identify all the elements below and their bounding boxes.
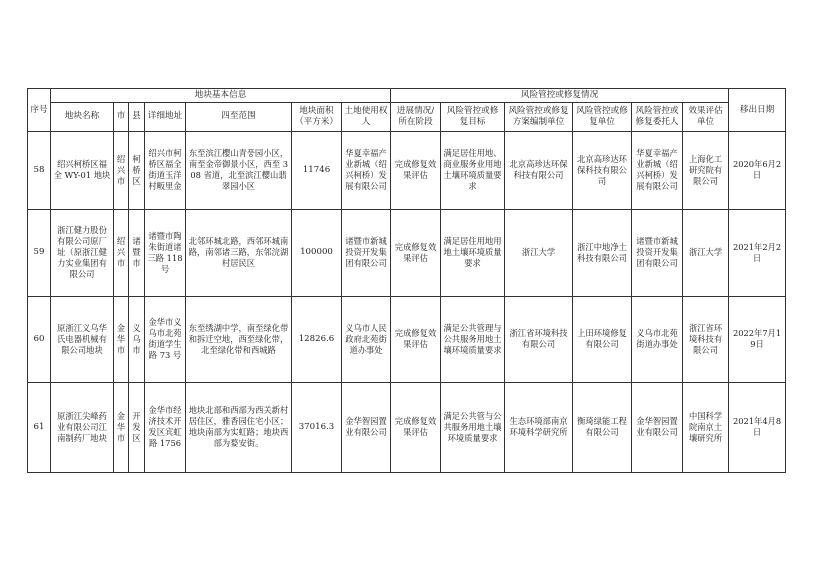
cell-stage: 完成修复效果评估	[391, 382, 441, 472]
col-header-address: 详细地址	[145, 102, 186, 131]
table-row	[28, 209, 786, 296]
col-header-plan-unit: 风险管控或修复方案编制单位	[505, 102, 573, 131]
cell-date: 2021年4月8日	[729, 382, 786, 472]
cell-seq: 59	[28, 209, 51, 296]
cell-county: 诸暨市	[129, 209, 145, 296]
col-header-eval-unit: 效果评估单位	[683, 102, 729, 131]
cell-range: 地块北部和西部为西关新村居住区，雅香园住宅小区；地块南部为实虹路；地块西部为婺安街。	[186, 382, 292, 472]
cell-owner: 金华智园置业有限公司	[342, 382, 391, 472]
cell-eval-unit: 上海化工研究院有限公司	[683, 131, 729, 209]
cell-owner: 诸暨市新城投资开发集团有限公司	[342, 209, 391, 296]
col-header-area: 地块面积（平方米）	[292, 102, 342, 131]
cell-client: 华夏幸福产业新城（绍兴柯桥）发展有限公司	[632, 131, 683, 209]
cell-goal: 满足公共管理与公共服务用地土壤环境质量要求	[441, 296, 505, 382]
cell-range: 东至滨江樱山青풍园小区，南至金帝御景小区，西至 308 省道，北至滨江樱山翡翠园小区	[186, 131, 292, 209]
cell-eval-unit: 浙江省环境科技有限公司	[683, 296, 729, 382]
remediation-table	[27, 88, 786, 473]
col-header-goal: 风险管控或修复目标	[441, 102, 505, 131]
cell-area: 11746	[292, 131, 342, 209]
cell-date: 2022年7月19日	[729, 296, 786, 382]
cell-client: 义乌市北苑街道办事处	[632, 296, 683, 382]
table-row	[28, 382, 786, 472]
col-header-client: 风险管控或修复委托人	[632, 102, 683, 131]
col-header-city: 市	[114, 102, 129, 131]
cell-eval-unit: 浙江大学	[683, 209, 729, 296]
cell-plan-unit: 浙江大学	[505, 209, 573, 296]
cell-seq: 60	[28, 296, 51, 382]
cell-plan-unit: 北京高珍达环保科技有限公司	[505, 131, 573, 209]
header-column-row	[28, 102, 786, 131]
cell-plan-unit: 浙江省环境科技有限公司	[505, 296, 573, 382]
cell-repair-unit: 上田环境修复有限公司	[573, 296, 632, 382]
cell-stage: 完成修复效果评估	[391, 296, 441, 382]
cell-county: 柯桥区	[129, 131, 145, 209]
cell-client: 金华智园置业有限公司	[632, 382, 683, 472]
cell-city: 金华市	[114, 296, 129, 382]
cell-name: 原浙江义乌华氏电器机械有限公司地块	[51, 296, 114, 382]
data-table-container	[27, 88, 786, 473]
cell-address: 金华市经济技术开发区宾虹路 1756	[145, 382, 186, 472]
cell-address: 金华市义乌市北苑街道学生路 73 号	[145, 296, 186, 382]
cell-name: 原浙江尖峰药业有限公司江南制药厂地块	[51, 382, 114, 472]
col-header-stage: 进展情况/所在阶段	[391, 102, 441, 131]
col-header-owner: 土地使用权人	[342, 102, 391, 131]
cell-date: 2020年6月2日	[729, 131, 786, 209]
header-basic-info: 地块基本信息	[51, 89, 391, 103]
cell-area: 37016.3	[292, 382, 342, 472]
header-moved-date: 移出日期	[729, 89, 786, 132]
cell-seq: 61	[28, 382, 51, 472]
cell-plan-unit: 生态环境部南京环境科学研究所	[505, 382, 573, 472]
header-seq: 序号	[28, 89, 51, 132]
cell-area: 12826.6	[292, 296, 342, 382]
table-row	[28, 296, 786, 382]
cell-range: 东至绣湖中学，南至绿化带和拆迁空地，西至绿化带，北至绿化带和西城路	[186, 296, 292, 382]
cell-date: 2021年2月2日	[729, 209, 786, 296]
col-header-county: 县	[129, 102, 145, 131]
cell-address: 诸暨市陶朱街道诸三路 118 号	[145, 209, 186, 296]
col-header-range: 四至范围	[186, 102, 292, 131]
cell-county: 义乌市	[129, 296, 145, 382]
cell-repair-unit: 北京高珍达环保科技有限公司	[573, 131, 632, 209]
cell-goal: 满足居住用地用地土壤环境质量要求	[441, 209, 505, 296]
header-group-row	[28, 89, 786, 103]
cell-name: 浙江健力股份有限公司原厂址（原浙江健力实业集团有限公司	[51, 209, 114, 296]
header-risk-control: 风险管控或修复情况	[391, 89, 729, 103]
cell-name: 绍兴柯桥区福全 WY-01 地块	[51, 131, 114, 209]
cell-area: 100000	[292, 209, 342, 296]
cell-client: 诸暨市新城投资开发集团有限公司	[632, 209, 683, 296]
cell-city: 金华市	[114, 382, 129, 472]
cell-eval-unit: 中国科学院南京土壤研究所	[683, 382, 729, 472]
cell-city: 绍兴市	[114, 209, 129, 296]
table-row	[28, 131, 786, 209]
cell-county: 开发区	[129, 382, 145, 472]
cell-seq: 58	[28, 131, 51, 209]
cell-goal: 满足公共管与公共服务用地土壤环境质量要求	[441, 382, 505, 472]
cell-owner: 义乌市人民政府北苑街道办事处	[342, 296, 391, 382]
cell-repair-unit: 浙江中地净土科技有限公司	[573, 209, 632, 296]
cell-address: 绍兴市柯桥区福全街道玉洋村畈里金	[145, 131, 186, 209]
cell-stage: 完成修复效果评估	[391, 131, 441, 209]
cell-repair-unit: 衡琦绿能工程有限公司	[573, 382, 632, 472]
col-header-name: 地块名称	[51, 102, 114, 131]
cell-range: 北邻环城北路，西邻环城南路，南邻诸三路，东邻浣湖村居民区	[186, 209, 292, 296]
col-header-repair-unit: 风险管控或修复单位	[573, 102, 632, 131]
cell-stage: 完成修复效果评估	[391, 209, 441, 296]
cell-owner: 华夏幸福产业新城（绍兴柯桥）发展有限公司	[342, 131, 391, 209]
cell-goal: 满足居住用地、商业服务业用地土壤环境质量要求	[441, 131, 505, 209]
cell-city: 绍兴市	[114, 131, 129, 209]
